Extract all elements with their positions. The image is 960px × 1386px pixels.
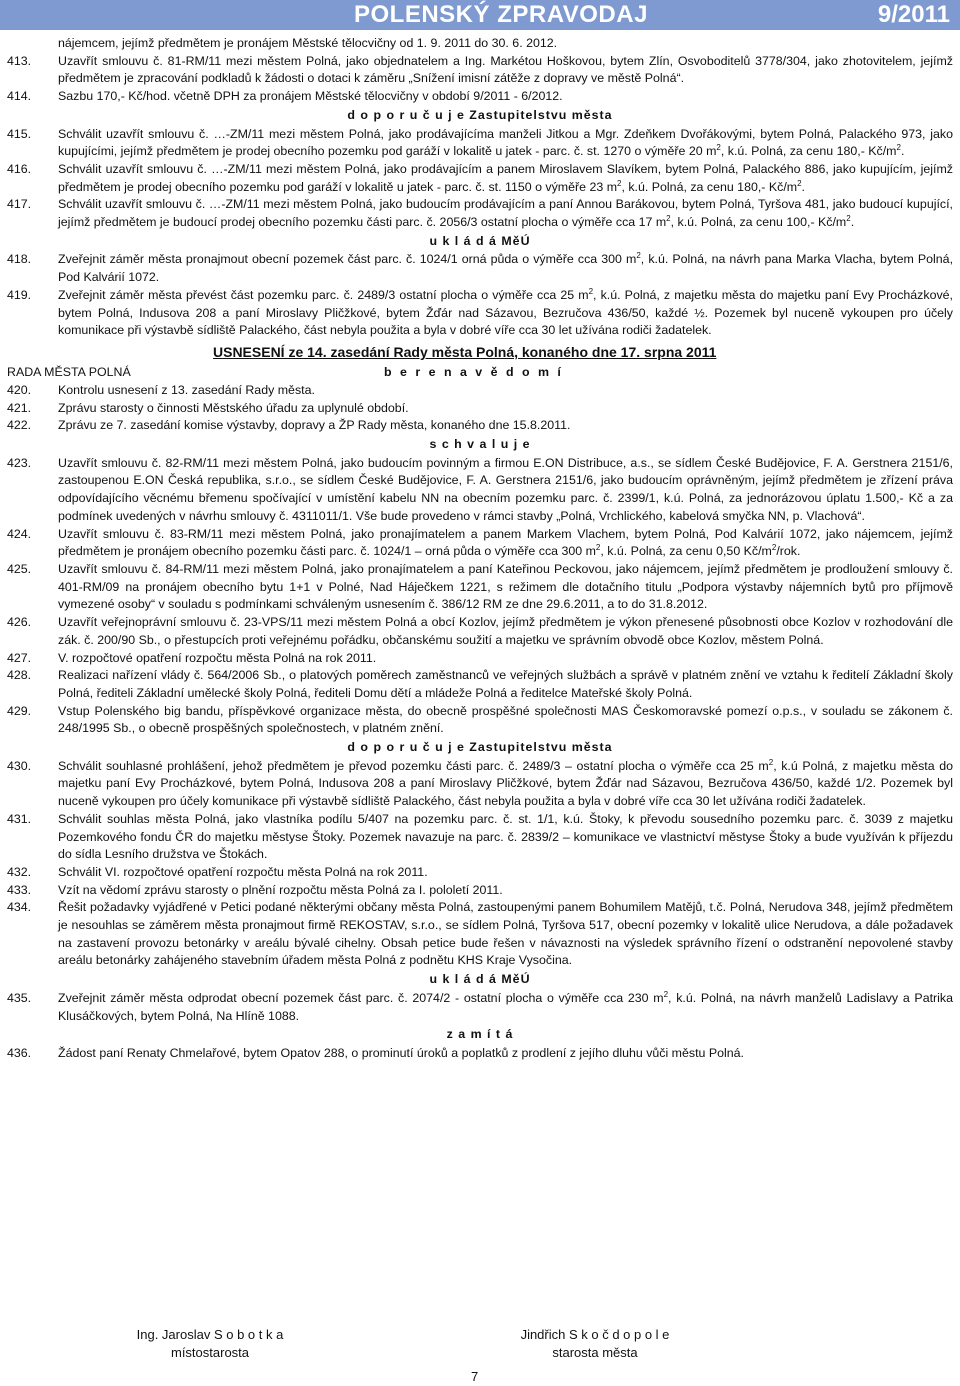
council-name: RADA MĚSTA POLNÁ xyxy=(7,364,131,379)
resolution-item: 428. Realizaci nařízení vlády č. 564/2006 Sb., o platových poměrech zaměstnanců ve veřejných službách a správě v platném znění ve vztahu k ředitelí Základní školy Polná, řediteli Základní umělecké školy Polná, řediteli Domu dětí a mládeže Polná a ředitelce Mateřské školy Polná. xyxy=(7,668,953,700)
resolution-item: 422. Zprávu ze 7. zasedání komise výstavby, dopravy a ŽP Rady města, konaného dne 15.8.2011. xyxy=(7,418,571,433)
resolution-item: 429. Vstup Polenského big bandu, příspěvkové organizace města, do obecně prospěšné společnosti MAS Českomoravské pomezí o.p.s., v souladu se zákonem č. 248/1995 Sb., o obecně prospěšných společnostech, v platném znění. xyxy=(7,703,953,736)
resolution-item: 433. Vzít na vědomí zprávu starosty o plnění rozpočtu města Polná za I. pololetí 2011. xyxy=(7,882,503,897)
publication-title: POLENSKÝ ZPRAVODAJ xyxy=(354,1,648,28)
resolution-item: 426. Uzavřít veřejnoprávní smlouvu č. 23-VPS/11 mezi městem Polná a obcí Kozlov, jejímž předmětem je výkon přenesené působnosti obce Kozlov v rozhodování dle zák. č. 200/90 Sb., o přestupcích proti veřejnému pořádku, občanskému soužití a majetku ve správním obvodě obce Kozlov, městem Polná. xyxy=(7,615,953,647)
resolution-item: 431. Schválit souhlas města Polná, jako vlastníka podílu 5/407 na pozemku parc. č. st. 1/1, k.ú. Štoky, k převodu sousedního pozemku parc. č. 3039 z majetku Pozemkového fondu ČR do majetku městyse Štoky. Pozemek navazuje na parc. č. 2839/2 – komunikace ve vlastnictví městyse Štoky a bude využíván k příjezdu do sídla Lesního družstva ve Štokách. xyxy=(7,811,953,862)
signatory-name: Ing. Jaroslav S o b o t k a xyxy=(136,1327,284,1342)
resolution-item: 436. Žádost paní Renaty Chmelařové, bytem Opatov 288, o prominutí úroků a poplatků z prodlení z jejího dluhu vůči městu Polná. xyxy=(7,1045,744,1060)
session-heading xyxy=(7,344,953,364)
resolution-item: 421. Zprávu starosty o činnosti Městského úřadu za uplynulé období. xyxy=(7,400,409,415)
resolution-item: 435. Zveřejnit záměr města odprodat obecní pozemek část parc. č. 2074/2 - ostatní plocha o výměře cca 230 $m^2$, k.ú. Polná, na návrh manželů Ladislavy a Patrika Klusáčkových, bytem Polná, Na Hlíně 1088. xyxy=(7,989,954,1023)
section-heading: s c h v a l u j e xyxy=(429,437,531,452)
page-header xyxy=(0,0,960,30)
session-title: USNESENÍ ze 14. zasedání Rady města Polná, konaného dne 17. srpna 2011 xyxy=(213,343,717,360)
session-subheading xyxy=(7,364,953,382)
section-heading: u k l á d á MěÚ xyxy=(429,972,531,987)
resolution-item: 423. Uzavřít smlouvu č. 82-RM/11 mezi městem Polná, jako budoucím povinným a firmou E.ON Distribuce, a.s., se sídlem České Budějovice, F. A. Gerstnera 2151/6, zastoupenou E.ON Česká republika, s.r.o., se sídlem České Budějovice, F. A. Gerstnera 2151/6, jako budoucím oprávněným, jejímž předmětem je zřízení práva odpovídajícího věcnému břemenu spočívající v umístění kabelu NN na obecním pozemku parc. č. 2399/1, k.ú. Polná, za jednorázovou úplatu 1.500,- Kč a za podmínek uvedených v návrhu smlouvy č. 4311011/1. Vše bude provedeno v rámci stavby „Polná, Vrchlického, kabelová smyčka NN, p. Vlachová“. xyxy=(7,455,953,523)
signature-deputy-mayor xyxy=(120,1326,300,1362)
section-heading: z a m í t á xyxy=(446,1027,514,1042)
resolution-item: 417. Schválit uzavřít smlouvu č. …-ZM/11 mezi městem Polná, jako budoucím prodávajícím a paní Annou Barákovou, bytem Polná, Tyršova 481, jako budoucí kupující, jejímž předmětem je budoucí prodej obecního pozemku části parc. č. 2056/3 ostatní plocha o výměře cca 17 $m^2$, k.ú. Polná, za cenu 100,- $Kč/m^2$. xyxy=(7,197,953,230)
resolution-item: 415. Schválit uzavřít smlouvu č. …-ZM/11 mezi městem Polná, jako prodávajícíma manželi Jitkou a Mgr. Zdeňkem Dvořákovými, bytem Polná, Palackého 973, jako kupujícími, jejímž předmětem je prodej obecního pozemku pod garáží v lokalitě u jatek - parc. č. st. 1270 o výměře 20 $m^2$, k.ú. Polná, za cenu 180,- $Kč/m^2$. xyxy=(7,126,953,159)
resolution-item: 418. Zveřejnit záměr města pronajmout obecní pozemek část parc. č. 1024/1 orná půda o výměře cca 300 $m^2$, k.ú. Polná, na návrh pana Marka Vlacha, bytem Polná, Pod Kalvárií 1072. xyxy=(7,251,954,285)
resolution-item: 414. Sazbu 170,- Kč/hod. včetně DPH za pronájem Městské tělocvičny v období 9/2011 - 6/2012. xyxy=(7,89,563,104)
section-heading: d o p o r u č u j e Zastupitelstvu města xyxy=(347,740,613,755)
resolution-item: 413. Uzavřít smlouvu č. 81-RM/11 mezi městem Polná, jako objednatelem a Ing. Markétou Hoškovou, bytem Zlín, Osvoboditelů 3778/304, jako zhotovitelem, jejímž předmětem je zpracování podkladů k žádosti o dotaci k záměru „Snížení imisní zátěže z dopravy ve městě Polná“. xyxy=(7,53,953,86)
resolution-item: 425. Uzavřít smlouvu č. 84-RM/11 mezi městem Polná, jako pronajímatelem a paní Kateřinou Peckovou, jako nájemcem, jejímž předmětem je prodloužení smlouvy č. 401-RM/09 na pronájem obecního bytu 1+1 v Polné, Nad Háječkem 1221, s režimem dle dotačního titulu „Podpora výstavby nájemních bytů pro příjmově vymezené osoby“ v souladu s podmínkami schváleným usnesením č. 386/12 RM ze dne 29.6.2011, a to do 31.8.2012. xyxy=(7,561,953,612)
signatory-role: starosta města xyxy=(552,1345,638,1360)
resolution-item: 430. Schválit souhlasné prohlášení, jehož předmětem je převod pozemku části parc. č. 2489/3 – ostatní plocha o výměře cca 25 $m^2$, k.ú Polná, z majetku města do majetku paní Evy Procházkové, bytem Polná, Indusova 208 a paní Miroslavy Pličžkové, bytem Žďár nad Sázavou, Bezručova 436/50, každé 1/2. Pozemek byl nuceně vykoupen pro účely komunikace při výstavbě sídliště Palackého, část nebyla použita a byla v dobré víře cca 30 let užívána rodiči žadatelek. xyxy=(7,757,953,809)
signatory-name: Jindřich S k o č d o p o l e xyxy=(520,1327,670,1342)
resolution-item: 427. V. rozpočtové opatření rozpočtu města Polná na rok 2011. xyxy=(7,650,377,665)
section-heading: b e r e n a v ě d o m í xyxy=(384,364,564,379)
resolution-item: 419. Zveřejnit záměr města převést část pozemku parc. č. 2489/3 ostatní plocha o výměře cca 25 $m^2$, k.ú. Polná, z majetku města do majetku paní Evy Procházkové, bytem Polná, Indusova 208 a paní Miroslavy Pličžkové, bytem Žďár nad Sázavou, Bezručova 436/50, každé ½. Pozemek byl nuceně vykoupen pro účely komunikace při výstavbě sídliště Palackého, část nebyla použita a byla v dobré víře cca 30 let užívána rodiči žadatelek. xyxy=(7,286,953,338)
resolution-item: 432. Schválit VI. rozpočtové opatření rozpočtu města Polná na rok 2011. xyxy=(7,864,428,879)
page-number: 7 xyxy=(471,1369,479,1384)
paragraph: nájemcem, jejímž předmětem je pronájem Městské tělocvičny od 1. 9. 2011 do 30. 6. 2012. xyxy=(58,36,558,50)
section-heading: d o p o r u č u j e Zastupitelstvu města xyxy=(347,107,613,122)
resolution-item: 424. Uzavřít smlouvu č. 83-RM/11 mezi městem Polná, jako pronajímatelem a panem Markem Vlachem, bytem Polná, Pod Kalvárií 1072, jako nájemcem, jejímž předmětem je pronájem obecního pozemku části parc. č. 1024/1 – orná půda o výměře cca 300 $m^2$, k.ú. Polná, za cenu 0,50 $Kč/m^2$/rok. xyxy=(7,526,953,559)
resolution-item: 434. Řešit požadavky vyjádřené v Petici podané některými občany města Polná, zastoupenými panem Bohumilem Matějů, t.č. Polná, Nerudova 348, jejímž předmětem je nesouhlas se záměrem města pronajmout firmě REKOSTAV, s.r.o., se sídlem Polná, Tyršova 517, obecní pozemky v lokalitě ulice Nerudova, a dále požadavek na zastavení provozu betonárky v areálu bývalé cihelny. Obsah petice bude řešen v návaznosti na výsledek správního řízení o odstranění nepovolené stavby areálu betonárky zahájeného stavebním úřadem města Polná z podnětu KHS Kraje Vysočina. xyxy=(7,900,953,968)
issue-number: 9/2011 xyxy=(877,1,950,28)
resolution-item: 416. Schválit uzavřít smlouvu č. …-ZM/11 mezi městem Polná, jako prodávajícím a panem Miroslavem Slavíkem, bytem Polná, Palackého 886, jako kupujícím, jejímž předmětem je prodej obecního pozemku pod garáží v lokalitě u jatek - parc. č. st. 1150 o výměře 23 $m^2$, k.ú. Polná, za cenu 180,- $Kč/m^2$. xyxy=(7,161,953,194)
signatory-role: místostarosta xyxy=(170,1345,250,1360)
signature-mayor xyxy=(495,1326,695,1362)
document-body xyxy=(7,35,953,1063)
section-heading: u k l á d á MěÚ xyxy=(429,233,531,248)
resolution-item: 420. Kontrolu usnesení z 13. zasedání Rady města. xyxy=(7,382,315,397)
